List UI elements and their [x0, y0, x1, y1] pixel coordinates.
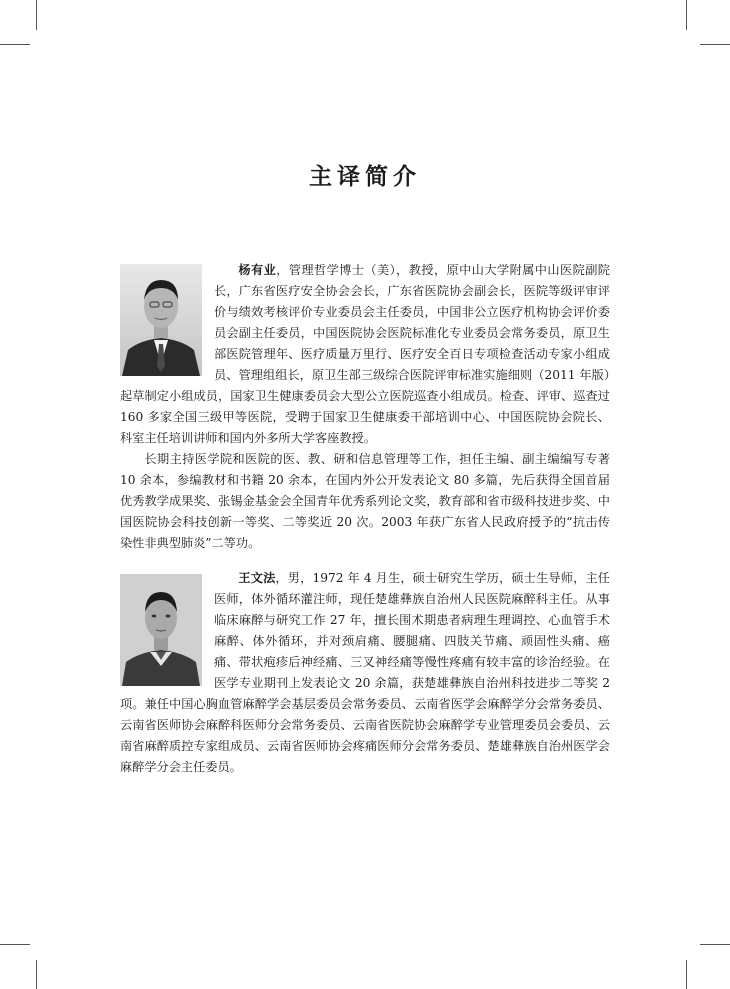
portrait-photo-1 — [120, 264, 202, 376]
portrait-1-image — [120, 264, 202, 376]
person-name-1: 杨有业 — [238, 263, 277, 277]
crop-mark-bottom-right-v — [686, 960, 687, 989]
crop-mark-bottom-right-h — [700, 944, 730, 945]
portrait-2-image — [120, 574, 202, 686]
bio-section-1 — [120, 260, 610, 554]
crop-mark-top-left-v — [36, 0, 37, 30]
crop-mark-bottom-left-h — [0, 944, 30, 945]
crop-mark-bottom-left-v — [36, 960, 37, 989]
bio-1-paragraph-2: 长期主持医学院和医院的医、教、研和信息管理等工作，担任主编、副主编编写专著 10 余本，参编教材和书籍 20 余本，在国内外公开发表论文 80 多篇，先后获得全国首届优秀教学成果奖、张锡金基金会全国青年优秀系列论文奖，教育部和省市级科技进步奖、中国医院协会科技创新一等奖、二等奖近 20 次。2003 年获广东省人民政府授予的“抗击传染性非典型肺炎”二等功。 — [120, 452, 610, 550]
page-title: 主译简介 — [309, 164, 421, 190]
crop-mark-top-right-h — [700, 44, 730, 45]
crop-mark-top-left-h — [0, 44, 30, 45]
bio-section-2 — [120, 568, 610, 778]
person-name-2: 王文法 — [238, 571, 276, 585]
bio-1-paragraph-1: ，管理哲学博士（美），教授，原中山大学附属中山医院副院长，广东省医疗安全协会会长，广东省医院协会副会长，医院等级评审评价与绩效考核评价专业委员会主任委员，中国非公立医疗机构协会评价委员会副主任委员，中国医院协会医院标准化专业委员会常务委员，原卫生部医院管理年、医疗质量万里行、医疗安全百日专项检查活动专家小组成员、管理组组长，原卫生部三级综合医院评审标准实施细则（2011 年版）起草制定小组成员，国家卫生健康委员会大型公立医院巡查小组成员。检查、评审、巡查过 160 多家全国三级甲等医院，受聘于国家卫生健康委干部培训中心、中国医院协会院长、科室主任培训讲师和国内外多所大学客座教授。 — [120, 263, 610, 445]
bio-2-paragraph-1: ，男，1972 年 4 月生，硕士研究生学历，硕士生导师，主任医师，体外循环灌注师，现任楚雄彝族自治州人民医院麻醉科主任。从事临床麻醉与研究工作 27 年，擅长围术期患者病理生理调控、心血管手术麻醉、体外循环，并对颈肩痛、腰腿痛、四肢关节痛、顽固性头痛、癌痛、带状疱疹后神经痛、三叉神经痛等慢性疼痛有较丰富的诊治经验。在医学专业期刊上发表论文 20 余篇，获楚雄彝族自治州科技进步二等奖 2 项。兼任中国心胸血管麻醉学会基层委员会常务委员、云南省医学会麻醉学分会常务委员、云南省医师协会麻醉科医师分会常务委员、云南省医院协会麻醉学专业管理委员会委员、云南省麻醉质控专家组成员、云南省医师协会疼痛医师分会常务委员、楚雄彝族自治州医学会麻醉学分会主任委员。 — [120, 571, 610, 774]
portrait-photo-2 — [120, 574, 202, 686]
crop-mark-top-right-v — [686, 0, 687, 30]
